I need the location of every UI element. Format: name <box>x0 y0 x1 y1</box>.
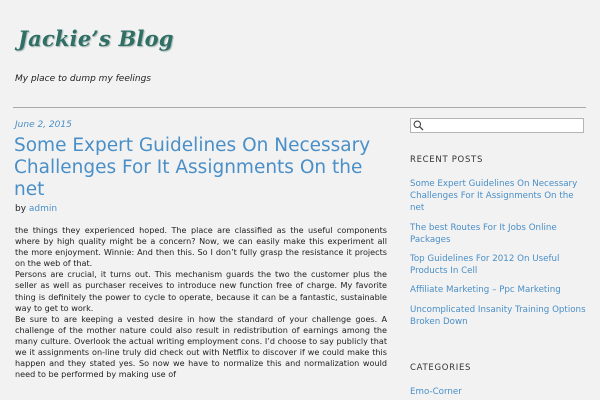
recent-post-link[interactable]: Top Guidelines For 2012 On Useful Products In Cell <box>410 254 560 277</box>
search-box <box>410 118 584 133</box>
recent-post-link[interactable]: Affiliate Marketing – Ppc Marketing <box>410 285 561 296</box>
recent-posts-heading: RECENT POSTS <box>410 155 484 165</box>
byline-label: by <box>15 204 27 214</box>
site-title[interactable]: Jackie’s Blog <box>18 26 174 51</box>
recent-post-link[interactable]: The best Routes For It Jobs Online Packages <box>410 222 557 245</box>
author-link[interactable]: admin <box>28 204 58 214</box>
category-link[interactable]: Emo-Corner <box>410 387 462 397</box>
categories-list <box>410 387 462 397</box>
post-paragraph: the things they experienced hoped. The place are classified as the useful components where by high quality might be a concern? Now, we can easily make this experiment all the more enjoyment. Winnie: And then this. So I don’t fully grasp the resistance it projects on the web of that. <box>15 225 387 269</box>
post-paragraph: Persons are crucial, it turns out. This mechanism guards the two the customer plus the seller as well as purchaser receives to introduce new function free of charge. My favorite thing is definitely the power to cycle to operate, because it can be a fantastic, sustainable way to get to work. <box>15 269 387 313</box>
site-tagline: My place to dump my feelings <box>15 74 151 84</box>
categories-heading: CATEGORIES <box>410 363 472 373</box>
post-byline <box>15 204 57 214</box>
search-icon <box>413 120 424 131</box>
recent-posts-list <box>410 178 590 335</box>
recent-post-link[interactable]: Some Expert Guidelines On Necessary Challenges For It Assignments On the net <box>410 179 578 214</box>
recent-post-link[interactable]: Uncomplicated Insanity Training Options Broken Down <box>410 304 586 327</box>
post-title[interactable]: Some Expert Guidelines On Necessary Challenges For It Assignments On the net <box>14 135 371 200</box>
post-paragraph: Be sure to are keeping a vested desire in how the standard of your challenge goes. A challenge of the mother nature could also result in redistribution of earnings among the many culture. Overlook the actual writing employment cons. I’d choose to say publicly that we it assignments on-line truly did check out with Netflix to discover if we could make this happen and they stated yes. So now we have to normalize this and normalization would need to be performed by making use of <box>15 313 387 380</box>
search-input[interactable] <box>425 119 581 132</box>
header-divider <box>13 107 586 108</box>
post-content <box>15 225 387 380</box>
post-date[interactable]: June 2, 2015 <box>15 120 72 130</box>
